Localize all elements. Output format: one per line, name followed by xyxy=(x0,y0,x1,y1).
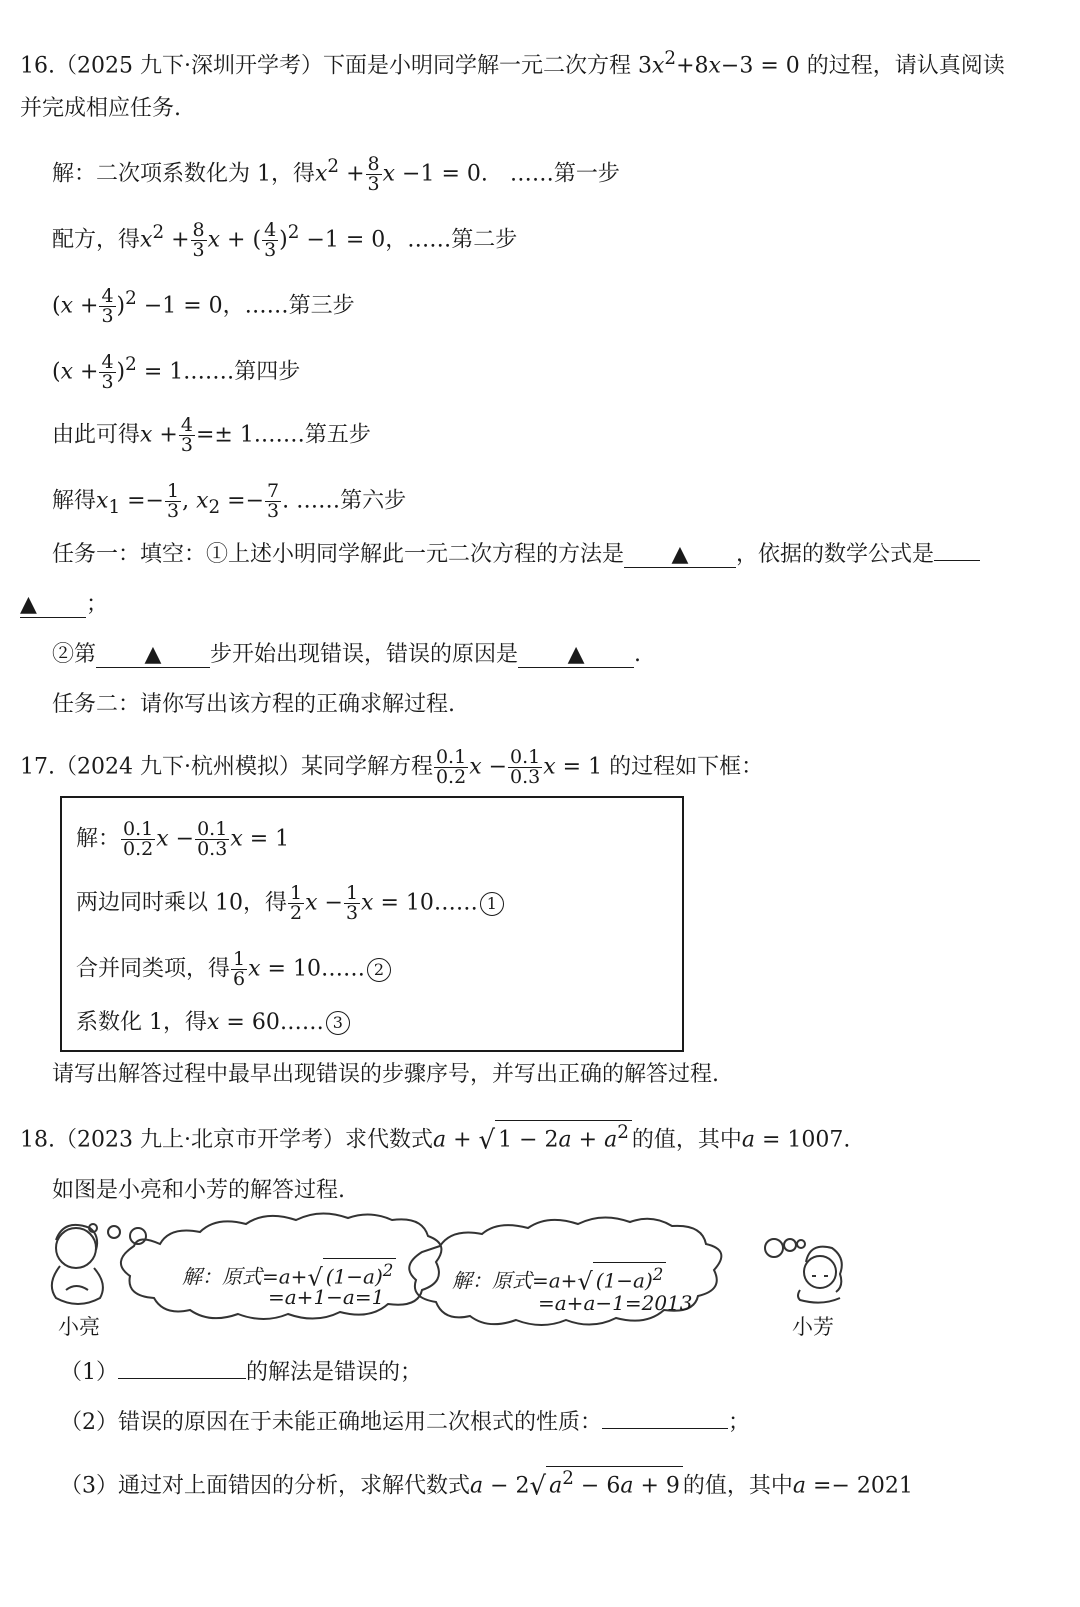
q18-part2: （2）错误的原因在于未能正确地运用二次根式的性质： ； xyxy=(60,1410,751,1435)
q16-task1-part2: ②第 ▲ 步开始出现错误，错误的原因是 ▲ . xyxy=(52,642,642,667)
xiaofang-bubble-line2: =a+a−1=2013 xyxy=(538,1291,693,1315)
q16-task2: 任务二：请你写出该方程的正确求解过程. xyxy=(52,692,455,717)
q16-step3: (x + $\frac{4}{3}$ )$^2$ −1 = 0，……第三步 xyxy=(52,284,355,327)
answer-blank-method[interactable]: ▲ xyxy=(624,543,736,568)
q18-intro: 如图是小亮和小芳的解答过程. xyxy=(52,1178,345,1203)
xiaofang-figure xyxy=(798,1247,842,1303)
q16-task1-cont: ▲ ； xyxy=(20,592,109,617)
q16-task1: 任务一：填空：①上述小明同学解此一元二次方程的方法是 ▲ ，依据的数学公式是 xyxy=(52,540,980,570)
q16-line2: 并完成相应任务. xyxy=(20,96,181,121)
q17-box-line4: 系数化 1，得x = 60…… 3 xyxy=(76,1008,350,1038)
answer-blank-step[interactable]: ▲ xyxy=(96,643,210,668)
q17-box-line1: 解： $\frac{0.1}{0.2}$ x − $\frac{0.1}{0.3}$ x = 1 xyxy=(76,818,290,860)
q18-part3: （3）通过对上面错因的分析，求解代数式a − 2√ $a^2 - 6a + 9$ 的值，其中a =− 2021 xyxy=(60,1468,913,1502)
q17-box-line2: 两边同时乘以 10，得 $\frac{1}{2}$ x − $\frac{1}{3}$ x = 10…… 1 xyxy=(76,884,504,923)
step-marker-1: 1 xyxy=(480,892,504,916)
xiaofang-bubble-dots xyxy=(765,1239,805,1257)
q16-line1: 16.（2025 九下·深圳开学考）下面是小明同学解一元二次方程 $3x^2+8x-3 = 0$ 的过程，请认真阅读 xyxy=(20,48,1005,79)
answer-blank-property[interactable] xyxy=(602,1428,728,1429)
q18-title: 18.（2023 九上·北京市开学考）求代数式a + √ $1 - 2a + a^2$ 的值，其中a = 1007. xyxy=(20,1122,851,1156)
q16-step2: 配方，得$x^2$ + $\frac{8}{3}$ x + ( $\frac{4}{3}$ )$^2$ −1 = 0，……第二步 xyxy=(52,218,518,261)
answer-blank-reason[interactable]: ▲ xyxy=(518,643,634,668)
answer-blank-formula[interactable]: ▲ xyxy=(20,593,86,618)
q16-step1: 解：二次项系数化为 1，得$x^2$ + $\frac{8}{3}$ x −1 = 0. ……第一步 xyxy=(52,152,620,195)
xiaofang-name: 小芳 xyxy=(792,1315,834,1339)
q16-step5: 由此可得x + $\frac{4}{3}$ =± 1.……第五步 xyxy=(52,414,371,456)
xiaoliang-bubble-line1: 解：原式=a+√ $(1-a)^2$ xyxy=(182,1258,396,1293)
xiaoliang-figure xyxy=(52,1224,146,1304)
q16-step4: (x + $\frac{4}{3}$ )$^2$ = 1.……第四步 xyxy=(52,350,301,393)
xiaofang-bubble-line1: 解：原式=a+√ $(1-a)^2$ xyxy=(452,1262,666,1297)
q18-part1: （1） 的解法是错误的； xyxy=(60,1360,423,1385)
xiaoliang-bubble-line2: =a+1−a=1 xyxy=(268,1285,385,1309)
step-marker-3: 3 xyxy=(326,1011,350,1035)
q16-step6: 解得$x_1$ =− $\frac{1}{3}$ , $x_2$ =− $\frac{7}{3}$ . ……第六步 xyxy=(52,480,407,522)
q17-title: 17.（2024 九下·杭州模拟）某同学解方程 $\frac{0.1}{0.2}$ x − $\frac{0.1}{0.3}$ x = 1 的过程如下框： xyxy=(20,746,764,788)
step-marker-2: 2 xyxy=(367,958,391,982)
q17-prompt: 请写出解答过程中最早出现错误的步骤序号，并写出正确的解答过程. xyxy=(52,1062,719,1087)
xiaoliang-name: 小亮 xyxy=(58,1315,100,1339)
answer-blank-wrong-person[interactable] xyxy=(118,1378,246,1379)
q17-box-line3: 合并同类项，得 $\frac{1}{6}$ x = 10…… 2 xyxy=(76,950,391,989)
